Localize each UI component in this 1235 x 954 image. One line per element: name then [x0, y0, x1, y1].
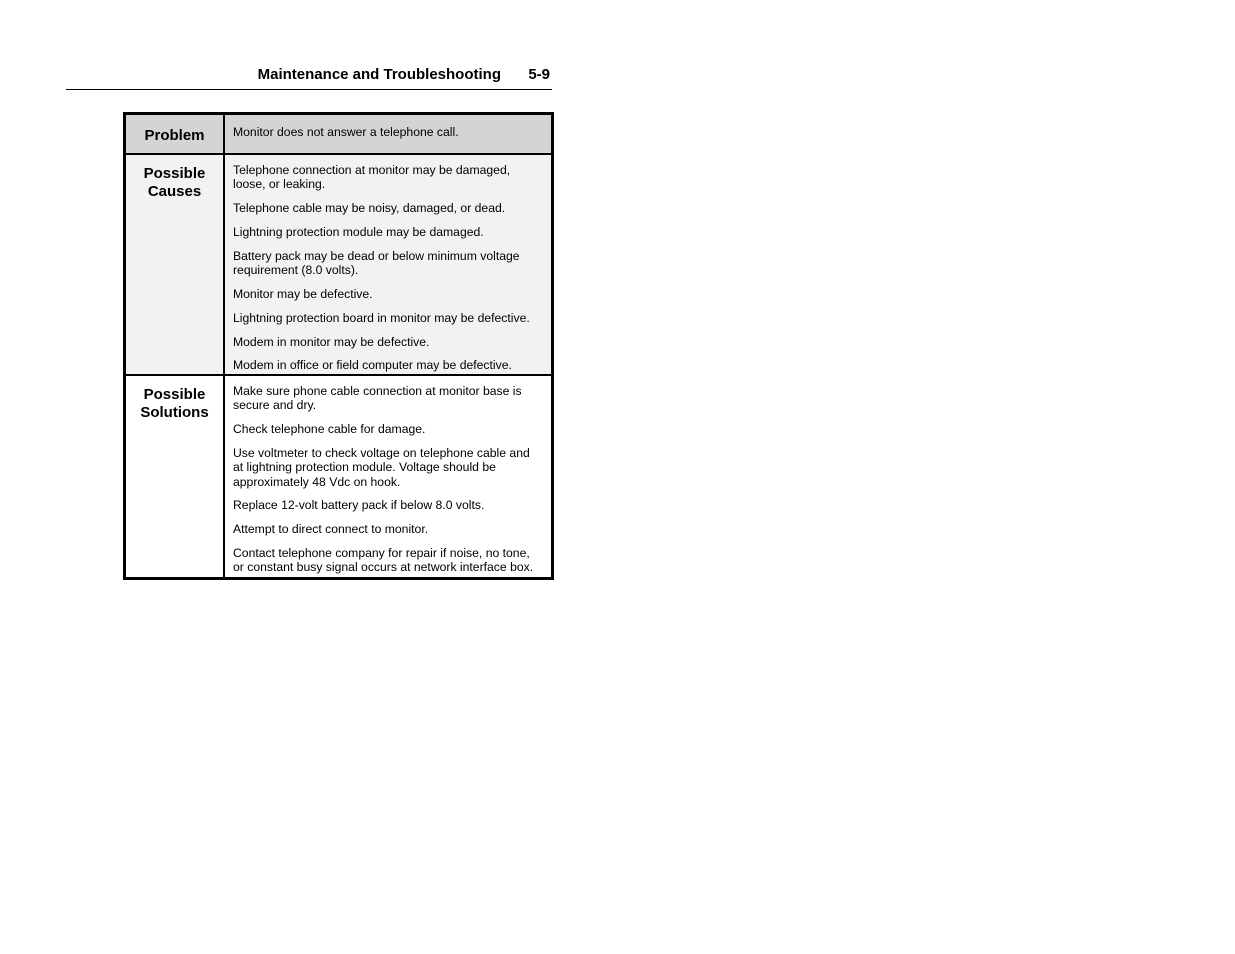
solution-item: Check telephone cable for damage.	[233, 422, 426, 436]
problem-row	[125, 114, 553, 155]
cause-item: Telephone connection at monitor may be damaged, loose, or leaking.	[233, 163, 511, 192]
causes-label	[125, 154, 225, 375]
cause-item: Lightning protection board in monitor may be defective.	[233, 310, 530, 325]
cause-item: Modem in monitor may be defective.	[233, 334, 430, 349]
cause-item: Monitor may be defective.	[233, 287, 373, 301]
solutions-label-line2: Solutions	[140, 403, 209, 421]
solutions-label-line1: Possible	[143, 385, 206, 403]
cause-item: Battery pack may be dead or below minimum voltage requirement (8.0 volts).	[233, 248, 520, 278]
solution-item: Make sure phone cable connection at monitor base is secure and dry.	[233, 383, 522, 413]
problem-text: Monitor does not answer a telephone call.	[224, 114, 553, 155]
troubleshooting-table	[123, 112, 554, 580]
solution-item: Attempt to direct connect to monitor.	[233, 522, 429, 537]
solutions-list-cell	[224, 375, 553, 579]
causes-label-line1: Possible	[143, 165, 206, 182]
solution-item: Replace 12-volt battery pack if below 8.0 volts.	[233, 498, 485, 513]
causes-list	[225, 155, 551, 374]
causes-label-line2: Causes	[147, 183, 202, 200]
solution-item: Use voltmeter to check voltage on telephone cable and at lightning protection module. Voltage should be approximately 48 Vdc on hook.	[233, 445, 530, 489]
solutions-row	[125, 375, 553, 579]
cause-item: Modem in office or field computer may be defective.	[233, 358, 512, 373]
solution-item: Contact telephone company for repair if noise, no tone, or constant busy signal occurs at network interface box.	[233, 546, 534, 575]
causes-row	[125, 154, 553, 375]
cause-item: Lightning protection module may be damaged.	[233, 225, 484, 239]
page-header	[66, 64, 552, 90]
solutions-list	[225, 376, 551, 577]
section-title: Maintenance and Troubleshooting	[257, 66, 501, 83]
causes-list-cell	[224, 154, 553, 375]
solutions-label	[125, 375, 225, 579]
page-number: 5-9	[528, 66, 550, 83]
cause-item: Telephone cable may be noisy, damaged, or dead.	[233, 201, 506, 216]
problem-label: Problem	[125, 114, 225, 155]
